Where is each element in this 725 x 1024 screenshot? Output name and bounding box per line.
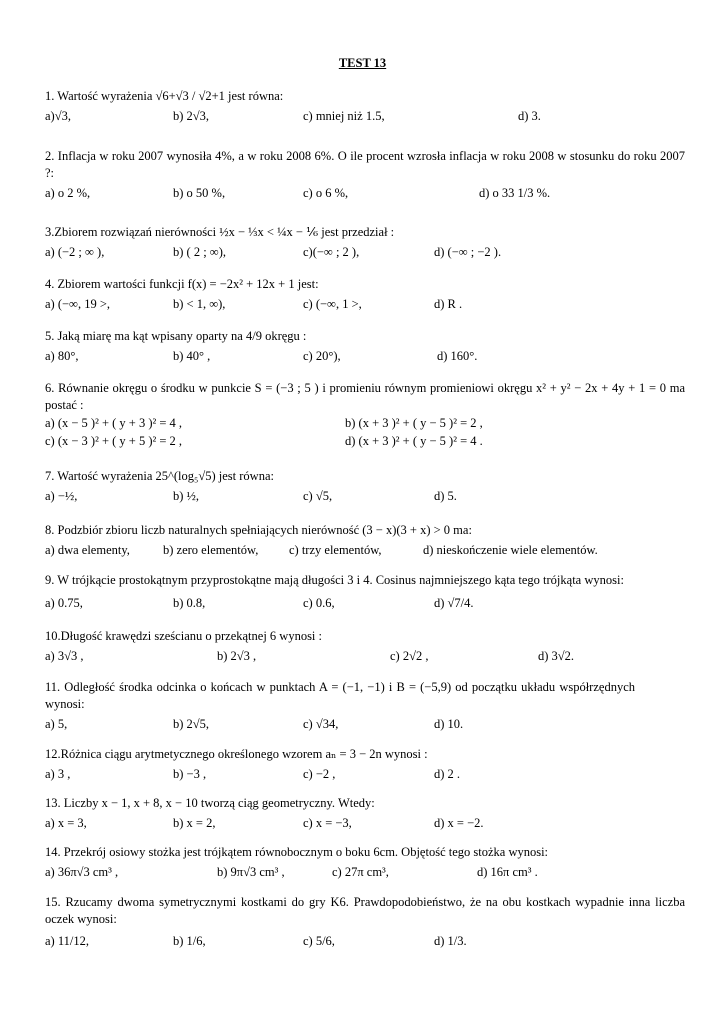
answer-options (45, 108, 685, 126)
option-b[interactable]: b) x = 2, (173, 816, 216, 830)
answer-options (45, 185, 685, 203)
option-a[interactable]: a) 36π√3 cm³ , (45, 865, 119, 879)
option-b[interactable]: b) o 50 %, (173, 186, 226, 200)
answer-options (45, 296, 685, 314)
question-8 (45, 522, 685, 560)
question-stem: 11. Odległość środka odcinka o końcach w punktach A = (−1, −1) i B = (−5,9) od początku układu współrzędnych wynosi: (45, 680, 635, 711)
answer-options (45, 766, 685, 784)
option-a[interactable]: a) −½, (45, 489, 78, 503)
option-b[interactable]: b) zero elementów, (163, 543, 259, 557)
answer-options (45, 595, 685, 613)
question-stem: 3.Zbiorem rozwiązań nierówności ½x − ⅓x < ¼x − ⅙ jest przedział : (45, 225, 395, 239)
question-stem: 5. Jaką miarę ma kąt wpisany oparty na 4/9 okręgu : (45, 329, 307, 343)
answer-options (45, 348, 685, 366)
option-d[interactable]: d) (x + 3 )² + ( y − 5 )² = 4 . (345, 434, 483, 448)
option-b[interactable]: b) −3 , (173, 767, 207, 781)
option-c[interactable]: c) trzy elementów, (289, 543, 382, 557)
option-c[interactable]: c) x = −3, (303, 816, 352, 830)
page-title: TEST 13 (338, 56, 387, 70)
question-10 (45, 628, 685, 666)
option-b[interactable]: b) ( 2 ; ∞), (173, 245, 226, 259)
option-b[interactable]: b) 9π√3 cm³ , (217, 865, 285, 879)
answer-options (45, 815, 685, 833)
option-d[interactable]: d) 5. (434, 489, 457, 503)
option-a[interactable]: a) o 2 %, (45, 186, 91, 200)
option-b[interactable]: b) 2√3 , (217, 649, 257, 663)
question-stem: 15. Rzucamy dwoma symetrycznymi kostkami do gry K6. Prawdopodobieństwo, że na obu kostkach wypadnie inna liczba oczek wynosi: (45, 895, 685, 926)
option-d[interactable]: d) 2 . (434, 767, 461, 781)
answer-options (45, 864, 685, 882)
option-c[interactable]: c) (−∞, 1 >, (303, 297, 362, 311)
option-c[interactable]: c)(−∞ ; 2 ), (303, 245, 360, 259)
question-stem: 13. Liczby x − 1, x + 8, x − 10 tworzą ciąg geometryczny. Wtedy: (45, 796, 375, 810)
question-12 (45, 746, 685, 784)
option-d[interactable]: d) 1/3. (434, 934, 467, 948)
answer-options (45, 415, 685, 451)
option-a[interactable]: a) 3√3 , (45, 649, 84, 663)
option-b[interactable]: b) (x + 3 )² + ( y − 5 )² = 2 , (345, 416, 483, 430)
option-d[interactable]: d) (−∞ ; −2 ). (434, 245, 502, 259)
answer-options (45, 542, 685, 560)
option-d[interactable]: d) o 33 1/3 %. (479, 186, 551, 200)
option-a[interactable]: a) (−∞, 19 >, (45, 297, 111, 311)
option-d[interactable]: d) 3. (518, 109, 541, 123)
option-c[interactable]: c) (x − 3 )² + ( y + 5 )² = 2 , (45, 434, 183, 448)
option-a[interactable]: a) (x − 5 )² + ( y + 3 )² = 4 , (45, 416, 183, 430)
option-b[interactable]: b) 1/6, (173, 934, 206, 948)
option-a[interactable]: a) 80°, (45, 349, 79, 363)
option-d[interactable]: d) 3√2. (538, 649, 575, 663)
option-a[interactable]: a) 0.75, (45, 596, 83, 610)
answer-options (45, 488, 685, 506)
option-c[interactable]: c) 27π cm³, (332, 865, 389, 879)
option-d[interactable]: d) x = −2. (434, 816, 484, 830)
question-14 (45, 844, 685, 882)
question-stem: 2. Inflacja w roku 2007 wynosiła 4%, a w roku 2008 6%. O ile procent wzrosła inflacja w roku 2008 w stosunku do roku 2007 ?: (45, 149, 685, 180)
question-2 (45, 148, 685, 203)
option-a[interactable]: a) 5, (45, 717, 68, 731)
question-stem: 12.Różnica ciągu arytmetycznego określonego wzorem aₙ = 3 − 2n wynosi : (45, 747, 428, 761)
option-a[interactable]: a) 11/12, (45, 934, 89, 948)
question-11 (45, 679, 685, 734)
option-d[interactable]: d) R . (434, 297, 463, 311)
question-stem: 4. Zbiorem wartości funkcji f(x) = −2x² + 12x + 1 jest: (45, 277, 319, 291)
option-d[interactable]: d) 10. (434, 717, 464, 731)
option-a[interactable]: a) 3 , (45, 767, 71, 781)
option-c[interactable]: c) 0.6, (303, 596, 335, 610)
option-b[interactable]: b) 40° , (173, 349, 211, 363)
question-stem: 6. Równanie okręgu o środku w punkcie S = (−3 ; 5 ) i promieniu równym promieniowi okręgu x² + y² − 2x + 4y + 1 = 0 ma postać : (45, 381, 685, 412)
answer-options (45, 933, 685, 951)
option-b[interactable]: b) < 1, ∞), (173, 297, 226, 311)
option-d[interactable]: d) 16π cm³ . (477, 865, 538, 879)
question-stem: 7. Wartość wyrażenia 25^(log₅√5) jest równa: (45, 469, 274, 483)
question-3 (45, 224, 685, 262)
option-a[interactable]: a) dwa elementy, (45, 543, 130, 557)
option-c[interactable]: c) √5, (303, 489, 333, 503)
option-c[interactable]: c) mniej niż 1.5, (303, 109, 385, 123)
option-b[interactable]: b) ½, (173, 489, 200, 503)
option-b[interactable]: b) 2√5, (173, 717, 210, 731)
option-c[interactable]: c) √34, (303, 717, 339, 731)
question-7 (45, 468, 685, 506)
question-13 (45, 795, 685, 833)
option-d[interactable]: d) √7/4. (434, 596, 474, 610)
question-stem: 8. Podzbiór zbioru liczb naturalnych spełniających nierówność (3 − x)(3 + x) > 0 ma: (45, 523, 472, 537)
option-d[interactable]: d) 160°. (437, 349, 478, 363)
option-c[interactable]: c) 5/6, (303, 934, 335, 948)
question-6 (45, 380, 685, 451)
question-stem: 1. Wartość wyrażenia √6+√3 / √2+1 jest równa: (45, 89, 284, 103)
answer-options (45, 716, 685, 734)
option-b[interactable]: b) 2√3, (173, 109, 210, 123)
option-c[interactable]: c) −2 , (303, 767, 336, 781)
option-a[interactable]: a) (−2 ; ∞ ), (45, 245, 105, 259)
question-5 (45, 328, 685, 366)
option-c[interactable]: c) 20°), (303, 349, 341, 363)
question-9 (45, 572, 685, 613)
option-a[interactable]: a)√3, (45, 109, 71, 123)
question-1 (45, 88, 685, 126)
answer-options (45, 244, 685, 262)
option-d[interactable]: d) nieskończenie wiele elementów. (423, 543, 598, 557)
question-stem: 9. W trójkącie prostokątnym przyprostokątne mają długości 3 i 4. Cosinus najmniejszego kąta tego trójkąta wynosi: (45, 573, 624, 587)
question-15 (45, 894, 685, 951)
question-stem: 10.Długość krawędzi sześcianu o przekątnej 6 wynosi : (45, 629, 323, 643)
answer-options (45, 648, 685, 666)
option-c[interactable]: c) 2√2 , (390, 649, 429, 663)
question-stem: 14. Przekrój osiowy stożka jest trójkątem równobocznym o boku 6cm. Objętość tego stożka wynosi: (45, 845, 549, 859)
option-c[interactable]: c) o 6 %, (303, 186, 349, 200)
option-a[interactable]: a) x = 3, (45, 816, 87, 830)
option-b[interactable]: b) 0.8, (173, 596, 206, 610)
question-4 (45, 276, 685, 314)
